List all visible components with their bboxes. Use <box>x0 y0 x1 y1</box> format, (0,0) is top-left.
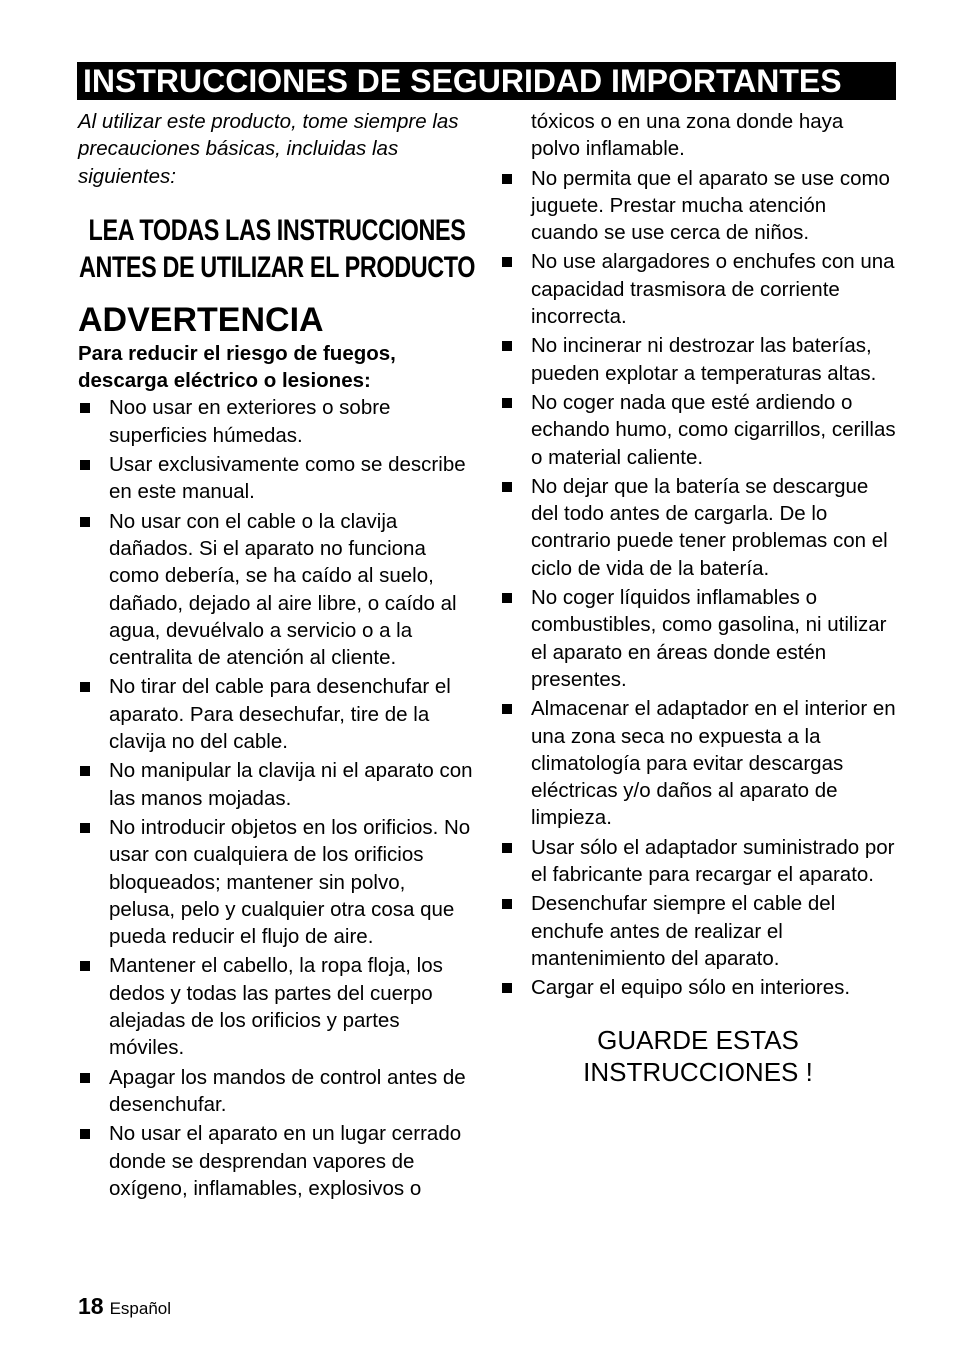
left-bullet-list <box>78 394 476 1202</box>
list-item-text: No coger líquidos inflamables o combustibles, como gasolina, ni utilizar el aparato en áreas donde estén presentes. <box>531 586 887 691</box>
list-item-text: No coger nada que esté ardiendo o echando humo, como cigarrillos, cerillas o material caliente. <box>531 390 896 469</box>
list-item-text: Almacenar el adaptador en el interior en una zona seca no expuesta a la climatología para evitar descargas eléctricas y/o daños al aparato de limpieza. <box>531 697 896 830</box>
list-item-text: Mantener el cabello, la ropa floja, los dedos y todas las partes del cuerpo alejadas de los orificios y partes móviles. <box>109 954 443 1060</box>
list-item <box>78 451 476 506</box>
page-title: INSTRUCCIONES DE SEGURIDAD IMPORTANTES <box>77 62 896 100</box>
list-item-text: Apagar los mandos de control antes de desenchufar. <box>109 1065 466 1116</box>
list-item <box>500 389 896 471</box>
list-item <box>78 1120 476 1202</box>
list-item <box>78 394 476 449</box>
read-all-line-1: LEA TODAS LAS INSTRUCCIONES <box>88 213 466 247</box>
save-instructions-line-2: INSTRUCCIONES ! <box>583 1056 813 1087</box>
left-column <box>78 108 476 1204</box>
square-bullet-icon <box>502 704 512 714</box>
square-bullet-icon <box>502 482 512 492</box>
list-item-text: No manipular la clavija ni el aparato con las manos mojadas. <box>109 759 473 810</box>
list-item <box>500 165 896 247</box>
list-item <box>500 473 896 582</box>
save-instructions-line-1: GUARDE ESTAS <box>597 1024 799 1055</box>
warning-heading: ADVERTENCIA <box>78 300 324 339</box>
square-bullet-icon <box>80 682 90 692</box>
square-bullet-icon <box>502 843 512 853</box>
list-item <box>500 248 896 330</box>
square-bullet-icon <box>502 174 512 184</box>
list-item-text: Desenchufar siempre el cable del enchufe antes de realizar el mantenimiento del aparato. <box>531 892 836 970</box>
list-item-text: No usar con el cable o la clavija dañados. Si el aparato no funciona como debería, se ha caído al suelo, dañado, dejado al aire libre, o caído al agua, devuélvalo a servicio o a la centralita de atención al cliente. <box>109 509 457 670</box>
square-bullet-icon <box>80 1073 90 1083</box>
list-item-text: Usar exclusivamente como se describe en este manual. <box>109 453 466 504</box>
square-bullet-icon <box>80 823 90 833</box>
list-item-text: No permita que el aparato se use como juguete. Prestar mucha atención cuando se use cerca de niños. <box>531 166 890 245</box>
list-item-text: No incinerar ni destrozar las baterías, pueden explotar a temperaturas altas. <box>531 334 877 385</box>
square-bullet-icon <box>80 1129 90 1139</box>
read-all-instructions-heading <box>75 212 479 286</box>
risk-reduction-lead: Para reducir el riesgo de fuegos, descarga eléctrico o lesiones: <box>78 341 396 393</box>
square-bullet-icon <box>502 593 512 603</box>
list-item <box>78 508 476 672</box>
list-item <box>500 695 896 831</box>
page-number: 18 <box>78 1293 104 1319</box>
list-item <box>500 332 896 387</box>
save-instructions-heading <box>500 1024 896 1088</box>
list-item <box>500 890 896 972</box>
list-item <box>500 974 896 1001</box>
list-item <box>78 1064 476 1119</box>
list-item-text: No introducir objetos en los orificios. No usar con cualquiera de los orificios bloqueados; mantener sin polvo, pelusa, pelo y cualquier otra cosa que pueda reducir el flujo de aire. <box>109 815 471 949</box>
list-item-text: No tirar del cable para desenchufar el aparato. Para desechufar, tire de la clavija no del cable. <box>109 675 451 754</box>
list-item <box>500 584 896 693</box>
right-bullet-list <box>500 165 896 1002</box>
read-all-line-2: ANTES DE UTILIZAR EL PRODUCTO <box>78 250 476 284</box>
list-item <box>78 757 476 812</box>
square-bullet-icon <box>502 983 512 993</box>
square-bullet-icon <box>502 398 512 408</box>
list-item-text: Usar sólo el adaptador suministrado por el fabricante para recargar el aparato. <box>531 835 895 887</box>
square-bullet-icon <box>80 961 90 971</box>
square-bullet-icon <box>80 460 90 470</box>
list-item-text: Noo usar en exteriores o sobre superficies húmedas. <box>109 396 391 447</box>
right-column <box>500 108 896 1088</box>
list-item-text: No usar el aparato en un lugar cerrado donde se desprendan vapores de oxígeno, inflamables, explosivos o <box>109 1122 462 1200</box>
list-item-text: No dejar que la batería se descargue del todo antes de cargarla. De lo contrario puede tener problemas con el ciclo de vida de la batería. <box>531 474 888 580</box>
list-item <box>78 673 476 755</box>
square-bullet-icon <box>80 766 90 776</box>
list-item <box>500 834 896 889</box>
list-item <box>78 814 476 950</box>
list-item <box>78 952 476 1061</box>
intro-text: Al utilizar este producto, tome siempre las precauciones básicas, incluidas las siguientes: <box>78 110 459 188</box>
footer-language: Español <box>109 1299 172 1318</box>
square-bullet-icon <box>502 257 512 267</box>
square-bullet-icon <box>502 341 512 351</box>
square-bullet-icon <box>502 899 512 909</box>
page-footer <box>78 1292 171 1323</box>
square-bullet-icon <box>80 517 90 527</box>
bullet-continuation: tóxicos o en una zona donde haya polvo inflamable. <box>531 110 844 161</box>
list-item-text: No use alargadores o enchufes con una capacidad trasmisora de corriente incorrecta. <box>531 250 895 329</box>
list-item-text: Cargar el equipo sólo en interiores. <box>531 976 851 1000</box>
square-bullet-icon <box>80 403 90 413</box>
